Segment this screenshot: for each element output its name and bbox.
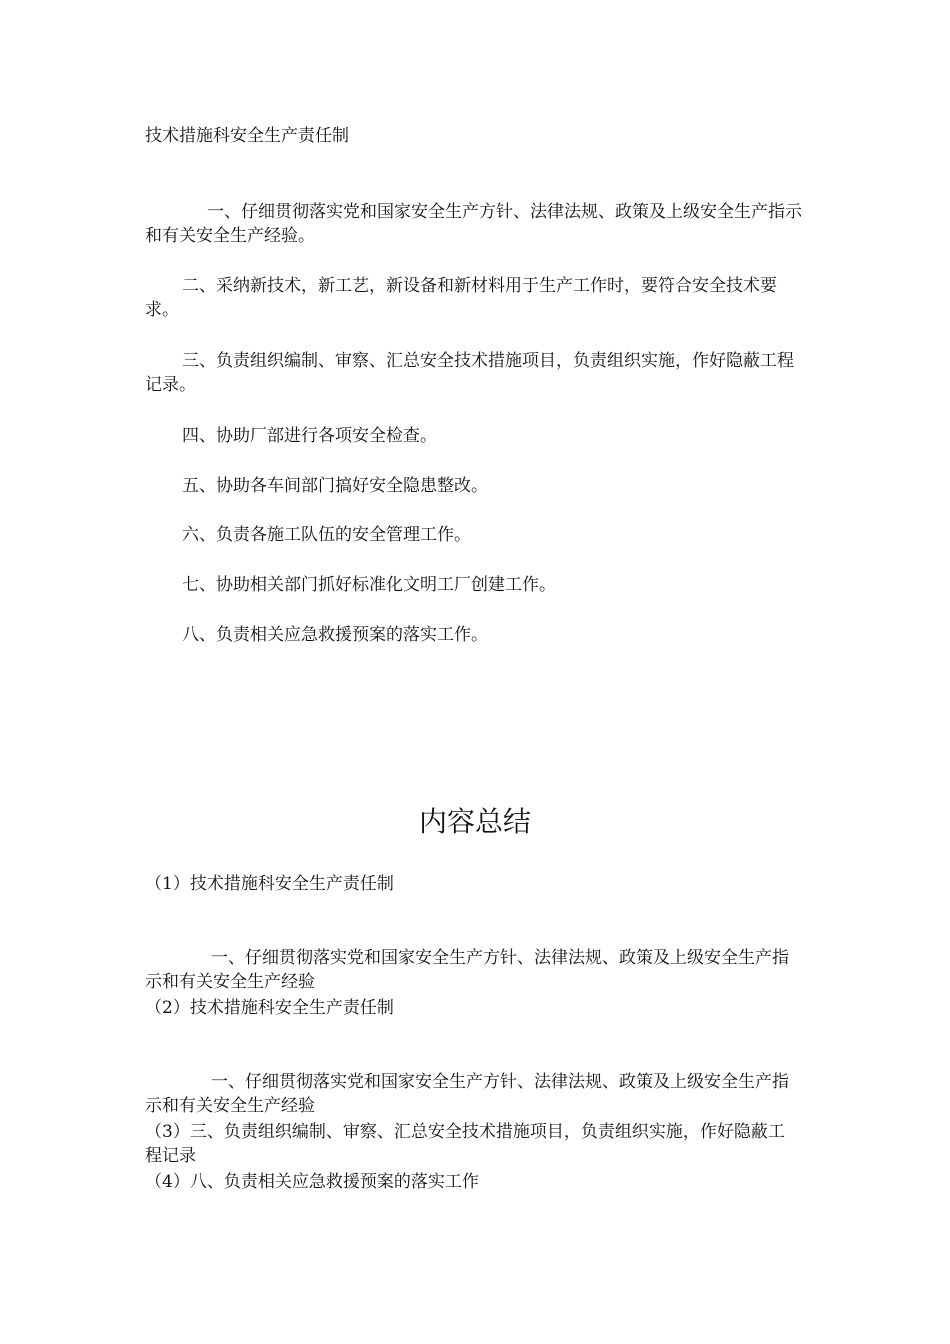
paragraph-8: 八、负责相关应急救援预案的落实工作。 (182, 625, 488, 645)
paragraph-4: 四、协助厂部进行各项安全检查。 (182, 426, 437, 446)
summary-item-1-detail: 一、仔细贯彻落实党和国家安全生产方针、法律法规、政策及上级安全生产指示和有关安全生产经验 (145, 948, 789, 992)
summary-item-2-detail: 一、仔细贯彻落实党和国家安全生产方针、法律法规、政策及上级安全生产指示和有关安全生产经验 (145, 1072, 789, 1116)
summary-item-2: （2）技术措施科安全生产责任制 (145, 998, 394, 1018)
paragraph-7: 七、协助相关部门抓好标准化文明工厂创建工作。 (182, 575, 556, 595)
paragraph-1: 一、仔细贯彻落实党和国家安全生产方针、法律法规、政策及上级安全生产指示和有关安全生产经验。 (145, 202, 802, 246)
summary-item-4: （4）八、负责相关应急救援预案的落实工作 (145, 1172, 479, 1192)
summary-heading: 内容总结 (418, 805, 531, 838)
paragraph-3: 三、负责组织编制、审察、汇总安全技术措施项目，负责组织实施，作好隐蔽工程记录。 (145, 351, 794, 395)
summary-item-1: （1）技术措施科安全生产责任制 (145, 874, 394, 894)
paragraph-5: 五、协助各车间部门搞好安全隐患整改。 (182, 476, 488, 496)
summary-item-3: （3）三、负责组织编制、审察、汇总安全技术措施项目，负责组织实施，作好隐蔽工程记录 (145, 1122, 785, 1166)
paragraph-2: 二、采纳新技术，新工艺，新设备和新材料用于生产工作时，要符合安全技术要求。 (145, 276, 777, 320)
paragraph-6: 六、负责各施工队伍的安全管理工作。 (182, 525, 471, 545)
document-title: 技术措施科安全生产责任制 (145, 126, 349, 146)
